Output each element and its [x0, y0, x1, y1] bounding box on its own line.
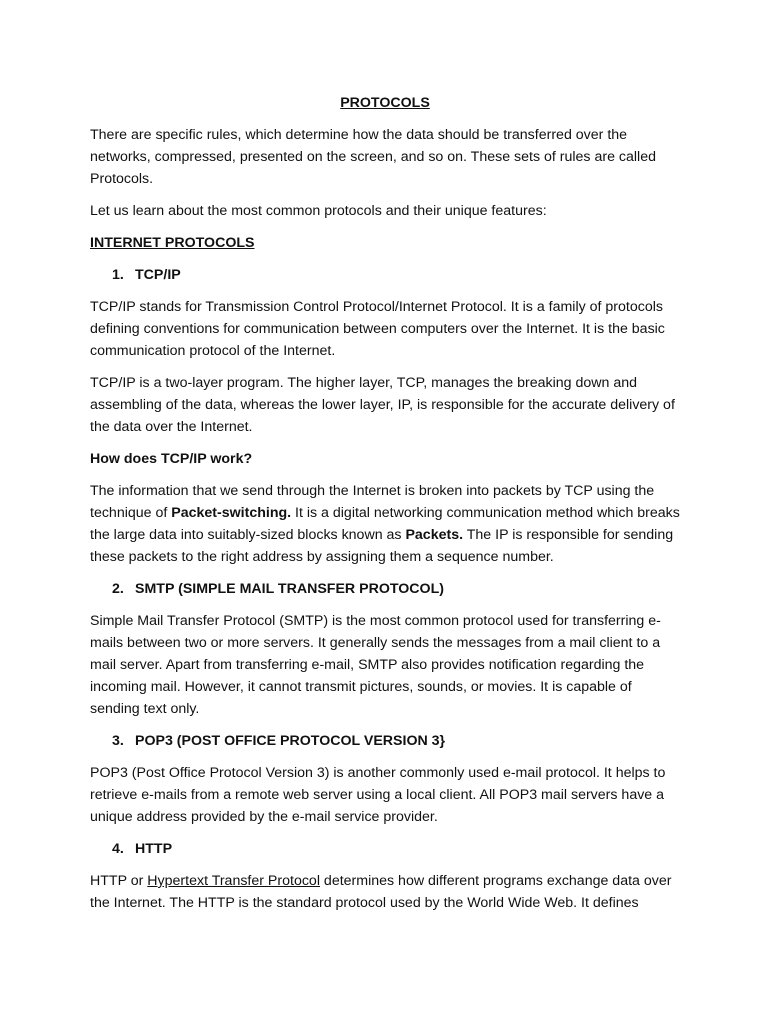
document-title: PROTOCOLS [340, 95, 430, 111]
text-run: HTTP or [90, 873, 148, 889]
item-heading-http [90, 838, 680, 860]
pop3-paragraph-1: POP3 (Post Office Protocol Version 3) is another commonly used e-mail protocol. It helps to retrieve e-mails from a remote web server using a local client. All POP3 mail servers have a unique address provided by the e-mail service provider. [90, 765, 666, 825]
item-number: 3. [112, 733, 124, 749]
item-title: HTTP [135, 841, 173, 857]
item-title: SMTP (SIMPLE MAIL TRANSFER PROTOCOL) [135, 581, 444, 597]
item-title: POP3 (POST OFFICE PROTOCOL VERSION 3} [135, 733, 446, 749]
tcpip-subheading: How does TCP/IP work? [90, 451, 253, 467]
tcpip-paragraph-2: TCP/IP is a two-layer program. The higher layer, TCP, manages the breaking down and assembling of the data, whereas the lower layer, IP, is responsible for the accurate delivery of the data over the Internet. [90, 375, 675, 435]
hypertext-transfer-protocol-link[interactable]: Hypertext Transfer Protocol [147, 873, 320, 889]
document-page [90, 92, 680, 924]
tcpip-paragraph-1: TCP/IP stands for Transmission Control Protocol/Internet Protocol. It is a family of protocols defining conventions for communication between computers over the Internet. It is the basic communication protocol of the Internet. [90, 299, 665, 359]
item-number: 1. [112, 267, 124, 283]
bold-term-packets: Packets. [405, 527, 464, 543]
http-paragraph-1 [90, 870, 680, 914]
item-heading-smtp [90, 578, 680, 600]
item-heading-tcpip [90, 264, 680, 286]
section-heading-internet-protocols: INTERNET PROTOCOLS [90, 235, 255, 251]
intro-paragraph-2: Let us learn about the most common protocols and their unique features: [90, 203, 547, 219]
smtp-paragraph-1: Simple Mail Transfer Protocol (SMTP) is the most common protocol used for transferring e-mails between two or more servers. It generally sends the messages from a mail client to a mail server. Apart from transferring e-mail, SMTP also provides notification regarding the incoming mail. However, it cannot transmit pictures, sounds, or movies. It is capable of sending text only. [90, 613, 661, 717]
item-number: 4. [112, 841, 124, 857]
intro-paragraph-1: There are specific rules, which determine how the data should be transferred over the networks, compressed, presented on the screen, and so on. These sets of rules are called Protocols. [90, 127, 656, 187]
text-run: The information that we send through the Internet is broken into packets by TCP using the technique of [90, 483, 655, 521]
text-run: It is a digital networking communication method which breaks the large data into suitably-sized blocks known as [90, 505, 680, 543]
text-run: determines how different programs exchange data over the Internet. The HTTP is the standard protocol used by the World Wide Web. It defines [90, 873, 672, 911]
tcpip-paragraph-3 [90, 480, 680, 568]
item-number: 2. [112, 581, 124, 597]
item-title: TCP/IP [135, 267, 181, 283]
text-run: The IP is responsible for sending these packets to the right address by assigning them a sequence number. [90, 527, 674, 565]
item-heading-pop3 [90, 730, 680, 752]
bold-term-packet-switching: Packet-switching. [171, 505, 292, 521]
